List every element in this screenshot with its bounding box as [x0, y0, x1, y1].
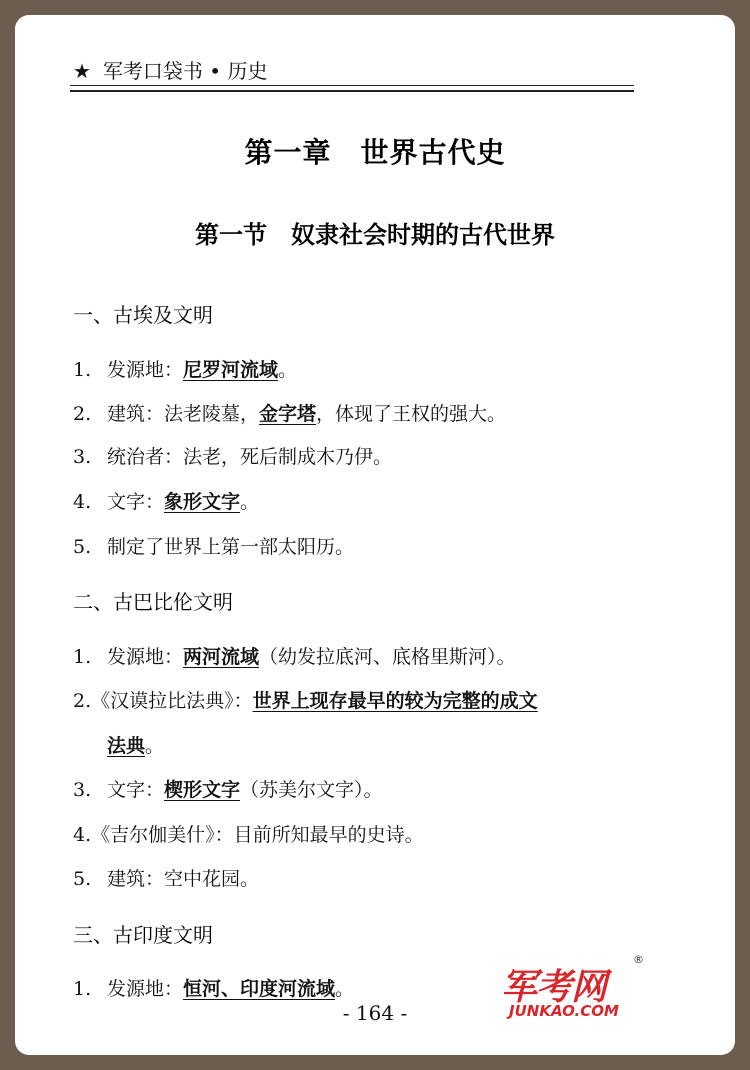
logo-url: JUNKAO.COM: [509, 1002, 619, 1020]
key-term: 楔形文字: [164, 779, 241, 801]
star-icon: ★: [73, 59, 91, 83]
header-rule-thick: [70, 90, 634, 92]
logo-wordmark: 军考网: [501, 967, 607, 1008]
list-item: 5. 制定了世界上第一部太阳历。: [73, 536, 355, 558]
list-item: 4.《吉尔伽美什》：目前所知最早的史诗。: [73, 824, 424, 846]
key-term: 尼罗河流域: [183, 359, 279, 381]
book-page: [15, 15, 735, 1055]
list-item: 1. 发源地：两河流域（幼发拉底河、底格里斯河）。: [73, 646, 516, 668]
header-title: 军考口袋书 • 历史: [102, 59, 268, 83]
key-term: 法典: [107, 735, 146, 757]
key-term: 象形文字: [164, 491, 241, 513]
list-item: 3. 统治者：法老，死后制成木乃伊。: [73, 446, 393, 468]
list-item-continuation: 法典。: [107, 735, 165, 757]
list-item: 5. 建筑：空中花园。: [73, 868, 260, 890]
key-term: 金字塔: [259, 403, 317, 425]
junkao-logo: [501, 953, 651, 1029]
running-header: [73, 55, 633, 84]
page-number: - 164 -: [342, 1001, 408, 1025]
key-term: 两河流域: [183, 646, 260, 668]
key-term: 恒河、印度河流域: [183, 978, 336, 1000]
chapter-title: 第一章 世界古代史: [244, 136, 506, 169]
list-item: 3. 文字：楔形文字（苏美尔文字）。: [73, 779, 383, 801]
list-item: 2.《汉谟拉比法典》：世界上现存最早的较为完整的成文: [73, 690, 538, 712]
list-item: 4. 文字：象形文字。: [73, 491, 260, 513]
header-rule-thin: [70, 85, 634, 86]
registered-icon: ®: [633, 953, 644, 966]
heading-egypt: 一、古埃及文明: [73, 303, 213, 327]
section-title: 第一节 奴隶社会时期的古代世界: [195, 220, 555, 249]
list-item: 1. 发源地：尼罗河流域。: [73, 359, 298, 381]
list-item: 2. 建筑：法老陵墓，金字塔，体现了王权的强大。: [73, 403, 507, 425]
key-term: 世界上现存最早的较为完整的成文: [252, 690, 538, 712]
list-item: 1. 发源地：恒河、印度河流域。: [73, 978, 355, 1000]
heading-babylon: 二、古巴比伦文明: [73, 590, 233, 614]
heading-india: 三、古印度文明: [73, 923, 213, 947]
